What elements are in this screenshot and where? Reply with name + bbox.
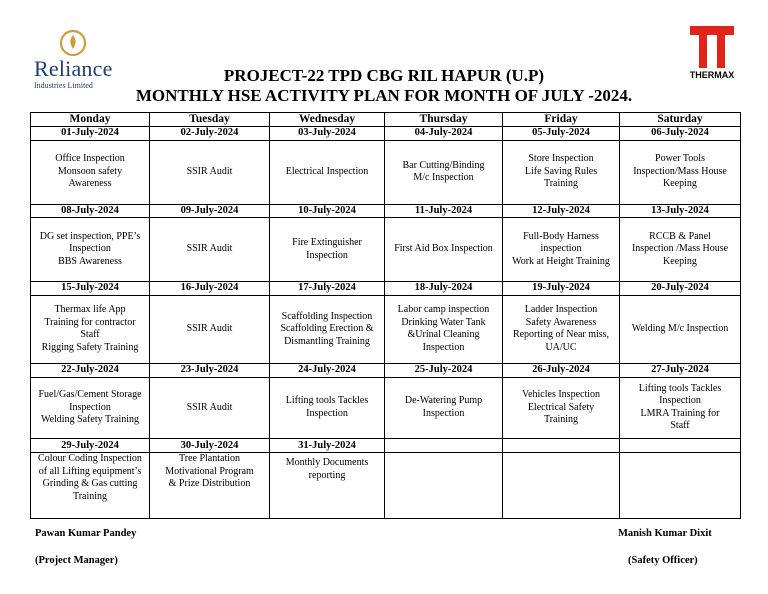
date-cell: 23-July-2024 — [150, 363, 270, 377]
activity-cell: Scaffolding Inspection Scaffolding Erection & Dismantling Training — [270, 295, 385, 363]
day-header: Friday — [503, 113, 620, 127]
date-cell — [503, 439, 620, 453]
date-cell: 05-July-2024 — [503, 127, 620, 141]
date-cell: 19-July-2024 — [503, 282, 620, 296]
date-cell — [620, 439, 741, 453]
activity-row — [31, 218, 741, 282]
activity-cell: SSIR Audit — [150, 218, 270, 282]
date-cell — [385, 439, 503, 453]
activity-cell — [503, 453, 620, 519]
activity-row — [31, 295, 741, 363]
date-row — [31, 282, 741, 296]
date-cell: 16-July-2024 — [150, 282, 270, 296]
activity-cell: Electrical Inspection — [270, 140, 385, 204]
activity-cell: Monthly Documents reporting — [270, 453, 385, 519]
date-cell: 31-July-2024 — [270, 439, 385, 453]
date-row — [31, 127, 741, 141]
activity-cell: SSIR Audit — [150, 295, 270, 363]
day-header: Wednesday — [270, 113, 385, 127]
activity-cell: Welding M/c Inspection — [620, 295, 741, 363]
activity-cell: Office Inspection Monsoon safety Awareness — [31, 140, 150, 204]
date-cell: 03-July-2024 — [270, 127, 385, 141]
activity-cell: DG set inspection, PPE’s Inspection BBS Awareness — [31, 218, 150, 282]
safety-officer-role: (Safety Officer) — [628, 555, 698, 566]
activity-row — [31, 453, 741, 519]
date-cell: 15-July-2024 — [31, 282, 150, 296]
date-row — [31, 204, 741, 218]
day-header: Tuesday — [150, 113, 270, 127]
date-cell: 17-July-2024 — [270, 282, 385, 296]
safety-officer-name: Manish Kumar Dixit — [618, 528, 712, 539]
date-cell: 04-July-2024 — [385, 127, 503, 141]
activity-cell: Colour Coding Inspection of all Lifting equipment’s Grinding & Gas cutting Training — [31, 453, 150, 519]
date-row — [31, 363, 741, 377]
date-cell: 11-July-2024 — [385, 204, 503, 218]
date-cell: 20-July-2024 — [620, 282, 741, 296]
activity-row — [31, 377, 741, 439]
date-cell: 27-July-2024 — [620, 363, 741, 377]
activity-cell: First Aid Box Inspection — [385, 218, 503, 282]
day-header-row — [31, 113, 741, 127]
page-title-line1: PROJECT-22 TPD CBG RIL HAPUR (U.P) — [223, 66, 545, 85]
reliance-flame-icon — [60, 30, 86, 56]
date-cell: 18-July-2024 — [385, 282, 503, 296]
project-manager-name: Pawan Kumar Pandey — [35, 528, 137, 539]
activity-cell: SSIR Audit — [150, 377, 270, 439]
activity-plan-table — [30, 112, 741, 519]
date-cell: 06-July-2024 — [620, 127, 741, 141]
activity-cell: Tree Plantation Motivational Program & Prize Distribution — [150, 453, 270, 519]
date-cell: 26-July-2024 — [503, 363, 620, 377]
activity-cell: SSIR Audit — [150, 140, 270, 204]
activity-cell: Power Tools Inspection/Mass House Keeping — [620, 140, 741, 204]
project-manager-role: (Project Manager) — [35, 555, 118, 566]
date-cell: 30-July-2024 — [150, 439, 270, 453]
activity-cell — [385, 453, 503, 519]
activity-cell: Lifting tools Tackles Inspection — [270, 377, 385, 439]
activity-cell: Store Inspection Life Saving Rules Training — [503, 140, 620, 204]
activity-cell: Thermax life App Training for contractor Staff Rigging Safety Training — [31, 295, 150, 363]
date-cell: 10-July-2024 — [270, 204, 385, 218]
reliance-name: Reliance — [34, 56, 113, 81]
date-cell: 08-July-2024 — [31, 204, 150, 218]
activity-cell: Full-Body Harness inspection Work at Height Training — [503, 218, 620, 282]
activity-cell: RCCB & Panel Inspection /Mass House Keeping — [620, 218, 741, 282]
date-cell: 22-July-2024 — [31, 363, 150, 377]
day-header: Monday — [31, 113, 150, 127]
date-cell: 13-July-2024 — [620, 204, 741, 218]
date-cell: 01-July-2024 — [31, 127, 150, 141]
page-title-line2: MONTHLY HSE ACTIVITY PLAN FOR MONTH OF JULY -2024. — [135, 86, 633, 105]
activity-cell: Labor camp inspection Drinking Water Tank &Urinal Cleaning Inspection — [385, 295, 503, 363]
activity-cell: Vehicles Inspection Electrical Safety Training — [503, 377, 620, 439]
day-header: Saturday — [620, 113, 741, 127]
reliance-subtitle: Industries Limited — [34, 81, 93, 90]
activity-cell — [620, 453, 741, 519]
activity-cell: Bar Cutting/Binding M/c Inspection — [385, 140, 503, 204]
date-cell: 24-July-2024 — [270, 363, 385, 377]
date-cell: 12-July-2024 — [503, 204, 620, 218]
activity-cell: Fuel/Gas/Cement Storage Inspection Welding Safety Training — [31, 377, 150, 439]
date-cell: 29-July-2024 — [31, 439, 150, 453]
activity-cell: Ladder Inspection Safety Awareness Reporting of Near miss, UA/UC — [503, 295, 620, 363]
thermax-name: THERMAX — [689, 70, 735, 80]
day-header: Thursday — [385, 113, 503, 127]
activity-cell: Lifting tools Tackles Inspection LMRA Training for Staff — [620, 377, 741, 439]
date-row — [31, 439, 741, 453]
date-cell: 09-July-2024 — [150, 204, 270, 218]
activity-cell: De-Watering Pump Inspection — [385, 377, 503, 439]
activity-cell: Fire Extinguisher Inspection — [270, 218, 385, 282]
activity-row — [31, 140, 741, 204]
thermax-t-icon — [690, 26, 734, 68]
date-cell: 25-July-2024 — [385, 363, 503, 377]
date-cell: 02-July-2024 — [150, 127, 270, 141]
